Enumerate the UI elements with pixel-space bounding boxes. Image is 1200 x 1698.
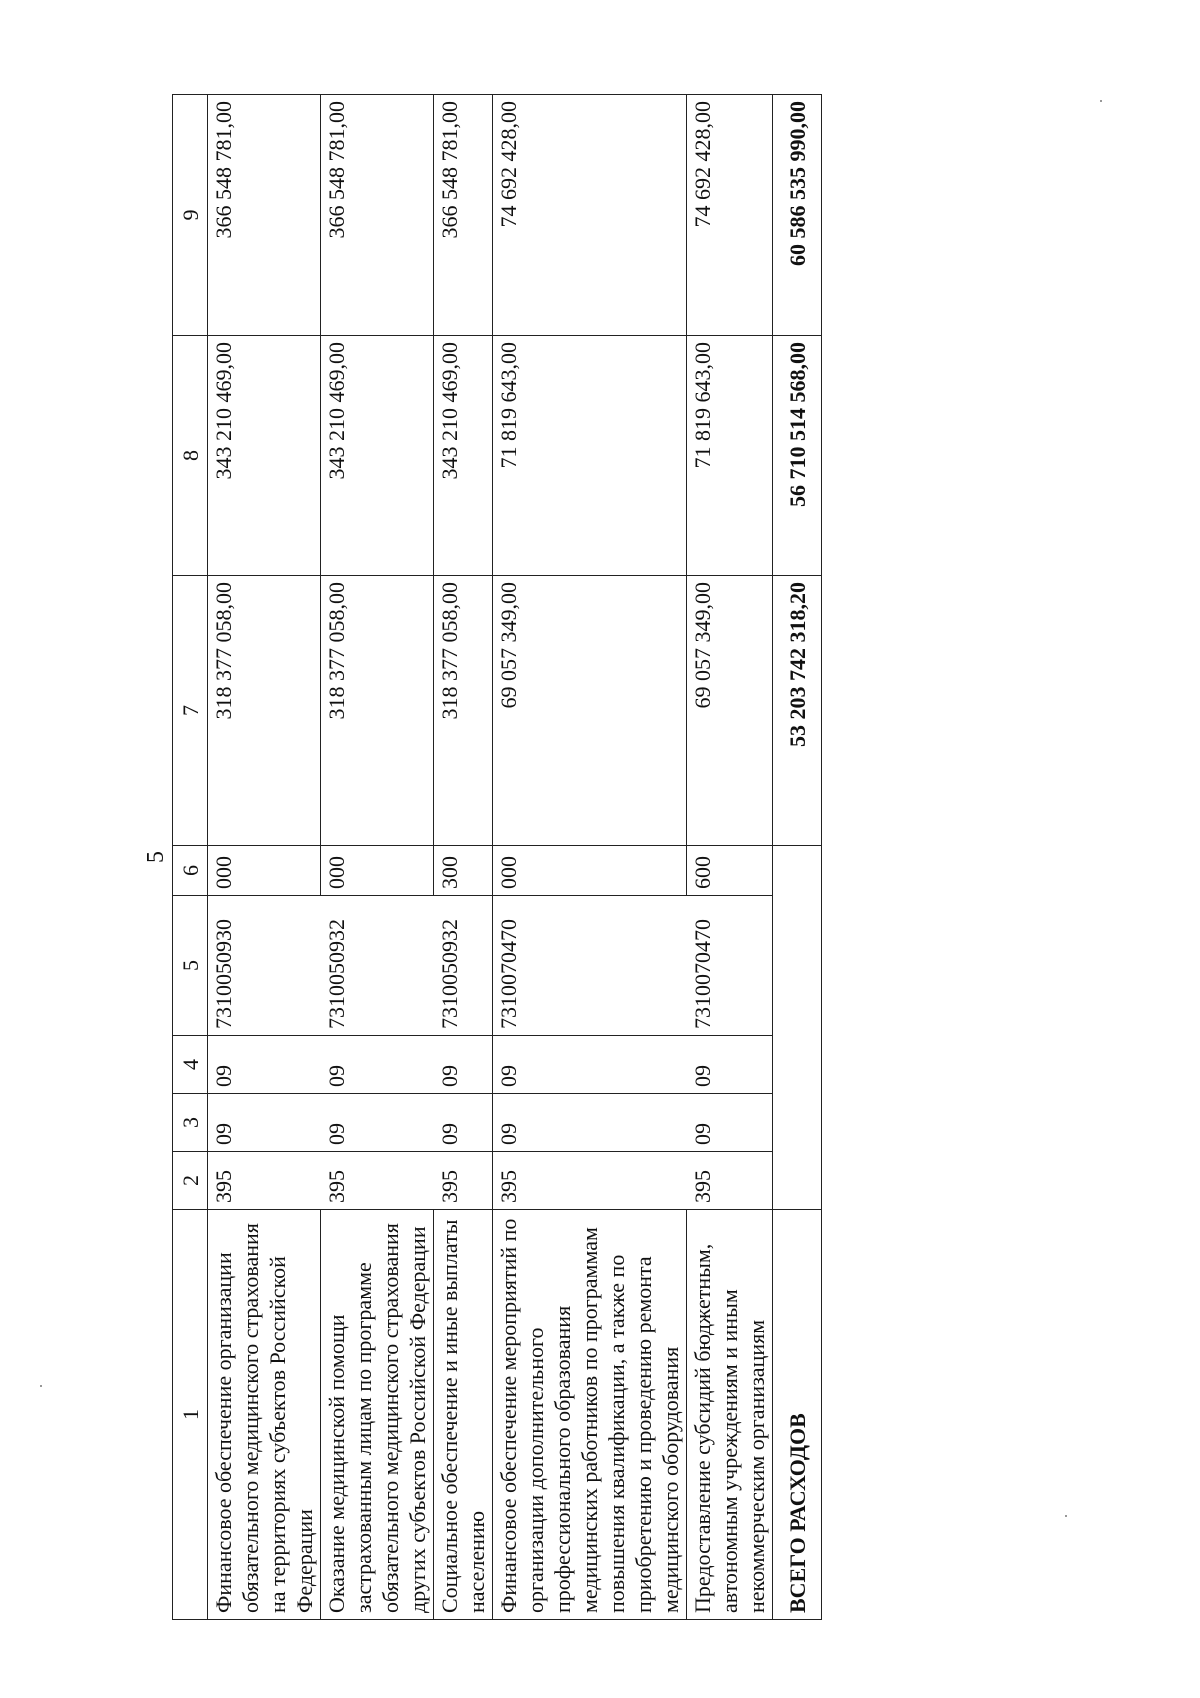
total-amount-8: 56 710 514 568,00 xyxy=(773,336,822,576)
row-amount-9: 366 548 781,00 xyxy=(208,95,321,336)
row-code: 395 xyxy=(321,1152,434,1210)
row-name: Финансовое обеспечение организации обязательного медицинского страхования на территориях субъектов Российской Федерации xyxy=(208,1210,321,1620)
row-amount-8: 71 819 643,00 xyxy=(493,336,687,576)
row-amount-7: 318 377 058,00 xyxy=(208,576,321,846)
row-section: 09 xyxy=(321,1094,434,1152)
total-amount-9: 60 586 535 990,00 xyxy=(773,95,822,336)
row-amount-9: 366 548 781,00 xyxy=(434,95,493,336)
table-row xyxy=(321,95,434,1620)
row-amount-7: 318 377 058,00 xyxy=(434,576,493,846)
header-col-9: 9 xyxy=(173,95,208,336)
row-expense-type: 300 xyxy=(434,846,493,896)
table-row xyxy=(687,95,773,1620)
row-subsection: 09 xyxy=(493,1036,687,1094)
scan-speck xyxy=(40,1385,42,1387)
expenses-table xyxy=(172,94,822,1620)
row-name: Социальное обеспечение и иные выплаты населению xyxy=(434,1210,493,1620)
page-number: 5 xyxy=(143,851,169,863)
row-expense-type: 600 xyxy=(687,846,773,896)
total-row xyxy=(773,95,822,1620)
row-subsection: 09 xyxy=(321,1036,434,1094)
row-amount-7: 69 057 349,00 xyxy=(687,576,773,846)
row-code: 395 xyxy=(687,1152,773,1210)
row-target-article: 7310070470 xyxy=(493,896,687,1036)
row-target-article: 7310050932 xyxy=(434,896,493,1036)
row-name: Предоставление субсидий бюджетным, автономным учреждениям и иным некоммерческим организациям xyxy=(687,1210,773,1620)
row-amount-9: 74 692 428,00 xyxy=(687,95,773,336)
row-subsection: 09 xyxy=(434,1036,493,1094)
row-subsection: 09 xyxy=(208,1036,321,1094)
row-name: Финансовое обеспечение мероприятий по организации дополнительного профессионального образования медицинских работников по программам повышения квалификации, а также по приобретению и проведению ремонта медицинского оборудования xyxy=(493,1210,687,1620)
row-target-article: 7310050932 xyxy=(321,896,434,1036)
row-section: 09 xyxy=(493,1094,687,1152)
header-col-1: 1 xyxy=(173,1210,208,1620)
table-header-row xyxy=(173,95,208,1620)
row-amount-9: 74 692 428,00 xyxy=(493,95,687,336)
rotated-table-container xyxy=(172,95,822,1620)
total-label: ВСЕГО РАСХОДОВ xyxy=(773,1210,822,1620)
scan-speck xyxy=(1100,100,1102,102)
total-empty-cell xyxy=(773,846,822,1210)
row-amount-8: 343 210 469,00 xyxy=(208,336,321,576)
table-row xyxy=(434,95,493,1620)
header-col-4: 4 xyxy=(173,1036,208,1094)
header-col-8: 8 xyxy=(173,336,208,576)
row-expense-type: 000 xyxy=(321,846,434,896)
row-amount-8: 71 819 643,00 xyxy=(687,336,773,576)
table-row xyxy=(208,95,321,1620)
row-amount-7: 318 377 058,00 xyxy=(321,576,434,846)
row-section: 09 xyxy=(687,1094,773,1152)
row-target-article: 7310050930 xyxy=(208,896,321,1036)
row-section: 09 xyxy=(434,1094,493,1152)
header-col-7: 7 xyxy=(173,576,208,846)
row-code: 395 xyxy=(208,1152,321,1210)
row-code: 395 xyxy=(493,1152,687,1210)
row-section: 09 xyxy=(208,1094,321,1152)
total-amount-7: 53 203 742 318,20 xyxy=(773,576,822,846)
table-row xyxy=(493,95,687,1620)
scan-speck xyxy=(1065,1515,1067,1517)
row-amount-7: 69 057 349,00 xyxy=(493,576,687,846)
header-col-6: 6 xyxy=(173,846,208,896)
row-code: 395 xyxy=(434,1152,493,1210)
row-amount-8: 343 210 469,00 xyxy=(434,336,493,576)
header-col-2: 2 xyxy=(173,1152,208,1210)
row-target-article: 7310070470 xyxy=(687,896,773,1036)
header-col-3: 3 xyxy=(173,1094,208,1152)
header-col-5: 5 xyxy=(173,896,208,1036)
row-name: Оказание медицинской помощи застрахованным лицам по программе обязательного медицинского страхования других субъектов Российской Федерации xyxy=(321,1210,434,1620)
row-expense-type: 000 xyxy=(208,846,321,896)
row-expense-type: 000 xyxy=(493,846,687,896)
row-amount-9: 366 548 781,00 xyxy=(321,95,434,336)
row-subsection: 09 xyxy=(687,1036,773,1094)
row-amount-8: 343 210 469,00 xyxy=(321,336,434,576)
